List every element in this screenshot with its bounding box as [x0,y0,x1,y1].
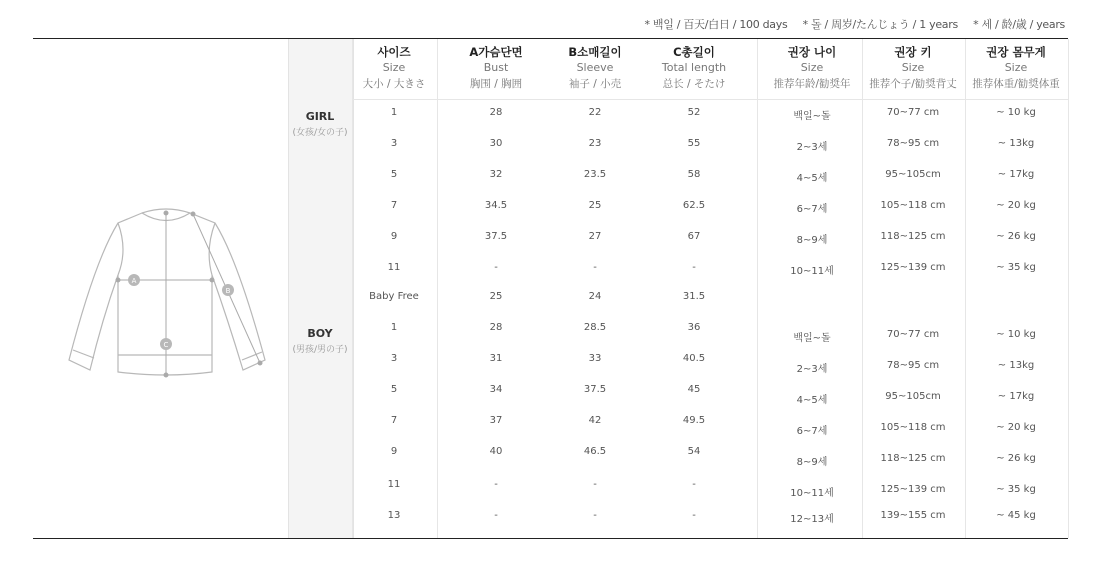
recommend-cell: 백일~돌 [793,111,831,122]
recommend-cell: 12~13세 [790,514,834,525]
label-b: B [225,287,231,295]
recommend-cell: 95~105cm [885,169,941,180]
measure-cell: 62.5 [682,200,706,211]
label-a: A [131,277,137,285]
column-header-zh: 推荐个子/勧奨背丈 [869,78,957,90]
measure-cell: 34 [489,384,503,395]
note-years: * 세 / 龄/歳 / years [973,18,1065,31]
group-boy-label: BOY [307,327,333,340]
column-header-ko: 권장 몸무게 [986,45,1046,59]
recommend-cell: 70~77 cm [886,329,940,340]
recommend-cell: ~ 20 kg [996,200,1036,211]
recommend-cell: 4~5세 [796,395,828,406]
recommend-cell: 125~139 cm [880,262,946,273]
column-header-ko: C총길이 [673,45,715,59]
measure-cell: 36 [687,322,701,333]
column-header-ko: 사이즈 [377,45,411,59]
measure-cell: 45 [687,384,701,395]
recommend-cell: 10~11세 [790,266,834,277]
column-header-en: Size [800,61,824,74]
recommend-cell: ~ 26 kg [996,453,1036,464]
recommend-cell: ~ 26 kg [996,231,1036,242]
measure-cell: 32 [489,169,503,180]
recommend-cell: ~ 20 kg [996,422,1036,433]
measure-cell: 46.5 [583,446,607,457]
recommend-cell: 6~7세 [796,204,828,215]
column-header-en: Size [382,61,406,74]
measure-cell: 37.5 [583,384,607,395]
size-cell: 9 [390,231,398,242]
measure-cell: 28 [489,107,503,118]
column-header-en: Sleeve [576,61,614,74]
measure-cell: - [494,510,498,521]
recommend-cell: 78~95 cm [886,360,940,371]
measure-cell: 55 [687,138,701,149]
size-cell: 3 [390,138,398,149]
measure-cell: 49.5 [682,415,706,426]
measure-cell: 37.5 [484,231,508,242]
measure-cell: - [593,510,597,521]
measure-cell: - [692,262,696,273]
units-note [632,16,1065,32]
recommend-cell: 70~77 cm [886,107,940,118]
measure-cell: 27 [588,231,602,242]
measure-cell: 40 [489,446,503,457]
size-cell: 5 [390,169,398,180]
size-cell: 3 [390,353,398,364]
recommend-cell: 118~125 cm [880,231,946,242]
measure-cell: 34.5 [484,200,508,211]
recommend-cell: ~ 10 kg [996,329,1036,340]
group-boy [288,327,352,355]
label-c: C [163,341,169,349]
recommend-cell: 4~5세 [796,173,828,184]
column-header-zh: 推荐年龄/勧奨年 [773,78,851,90]
size-cell: 13 [387,510,401,521]
recommend-cell: ~ 17kg [997,169,1035,180]
recommend-cell: 139~155 cm [880,510,946,521]
column-header [437,44,555,92]
size-cell: Baby Free [369,291,419,302]
column-divider [757,39,758,538]
recommend-cell: 백일~돌 [793,333,831,344]
bottom-rule [33,538,1068,539]
measure-cell: 23.5 [583,169,607,180]
column-header-zh: 推荐体重/勧奨体重 [972,78,1060,90]
measure-cell: 33 [588,353,602,364]
column-header [862,44,964,92]
column-header-zh: 大小 / 大きさ [362,78,426,90]
group-boy-sub: (男孩/男の子) [292,345,348,355]
garment-measure-diagram [60,200,275,390]
recommend-cell: ~ 13kg [997,360,1035,371]
top-rule [33,38,1068,39]
note-100days: * 백일 / 百天/白日 / 100 days [644,18,788,31]
measure-cell: 22 [588,107,602,118]
recommend-cell: ~ 35 kg [996,262,1036,273]
note-1year: * 돌 / 周岁/たんじょう / 1 years [802,18,958,31]
measure-cell: 52 [687,107,701,118]
measure-cell: - [593,479,597,490]
group-girl-label: GIRL [305,110,335,123]
recommend-cell: ~ 17kg [997,391,1035,402]
measure-cell: 31 [489,353,503,364]
measure-cell: - [494,262,498,273]
column-header [964,44,1068,92]
column-header-zh: 胸围 / 胸囲 [469,78,523,90]
measure-cell: - [692,510,696,521]
column-header-ko: B소매길이 [568,45,622,59]
recommend-cell: 105~118 cm [880,422,946,433]
measure-cell: 28.5 [583,322,607,333]
size-cell: 1 [390,107,398,118]
measure-cell: 58 [687,169,701,180]
measure-cell: 23 [588,138,602,149]
measure-cell: 25 [489,291,503,302]
recommend-cell: ~ 13kg [997,138,1035,149]
measure-cell: 30 [489,138,503,149]
column-header-ko: A가슴단면 [469,45,523,59]
column-header-en: Total length [661,61,727,74]
measure-cell: 37 [489,415,503,426]
column-header-zh: 袖子 / 小売 [568,78,622,90]
size-cell: 1 [390,322,398,333]
measure-cell: 54 [687,446,701,457]
measure-cell: 40.5 [682,353,706,364]
recommend-cell: 8~9세 [796,457,828,468]
recommend-cell: 105~118 cm [880,200,946,211]
header-divider [352,99,1068,100]
recommend-cell: 2~3세 [796,142,828,153]
measure-cell: 31.5 [682,291,706,302]
column-header-zh: 总长 / そたけ [662,78,726,90]
size-cell: 9 [390,446,398,457]
size-cell: 5 [390,384,398,395]
recommend-cell: 6~7세 [796,426,828,437]
group-girl-sub: (女孩/女の子) [292,128,348,138]
recommend-cell: 10~11세 [790,488,834,499]
measure-cell: 24 [588,291,602,302]
recommend-cell: ~ 35 kg [996,484,1036,495]
size-cell: 11 [387,479,401,490]
column-header-en: Size [1004,61,1028,74]
measure-cell: - [593,262,597,273]
size-cell: 7 [390,200,398,211]
column-divider [1068,39,1069,538]
column-header-en: Size [901,61,925,74]
column-header [635,44,753,92]
size-cell: 7 [390,415,398,426]
recommend-cell: 2~3세 [796,364,828,375]
size-cell: 11 [387,262,401,273]
column-header-ko: 권장 나이 [787,45,837,59]
measure-cell: 25 [588,200,602,211]
column-header-en: Bust [483,61,509,74]
column-header [555,44,635,92]
recommend-cell: 118~125 cm [880,453,946,464]
recommend-cell: 8~9세 [796,235,828,246]
recommend-cell: ~ 45 kg [996,510,1036,521]
recommend-cell: 78~95 cm [886,138,940,149]
measure-cell: - [692,479,696,490]
group-girl [288,110,352,138]
measure-cell: 42 [588,415,602,426]
recommend-cell: 125~139 cm [880,484,946,495]
column-header [762,44,862,92]
recommend-cell: ~ 10 kg [996,107,1036,118]
measure-cell: 67 [687,231,701,242]
measure-cell: - [494,479,498,490]
measure-cell: 28 [489,322,503,333]
recommend-cell: 95~105cm [885,391,941,402]
column-header [352,44,436,92]
column-header-ko: 권장 키 [894,45,932,59]
